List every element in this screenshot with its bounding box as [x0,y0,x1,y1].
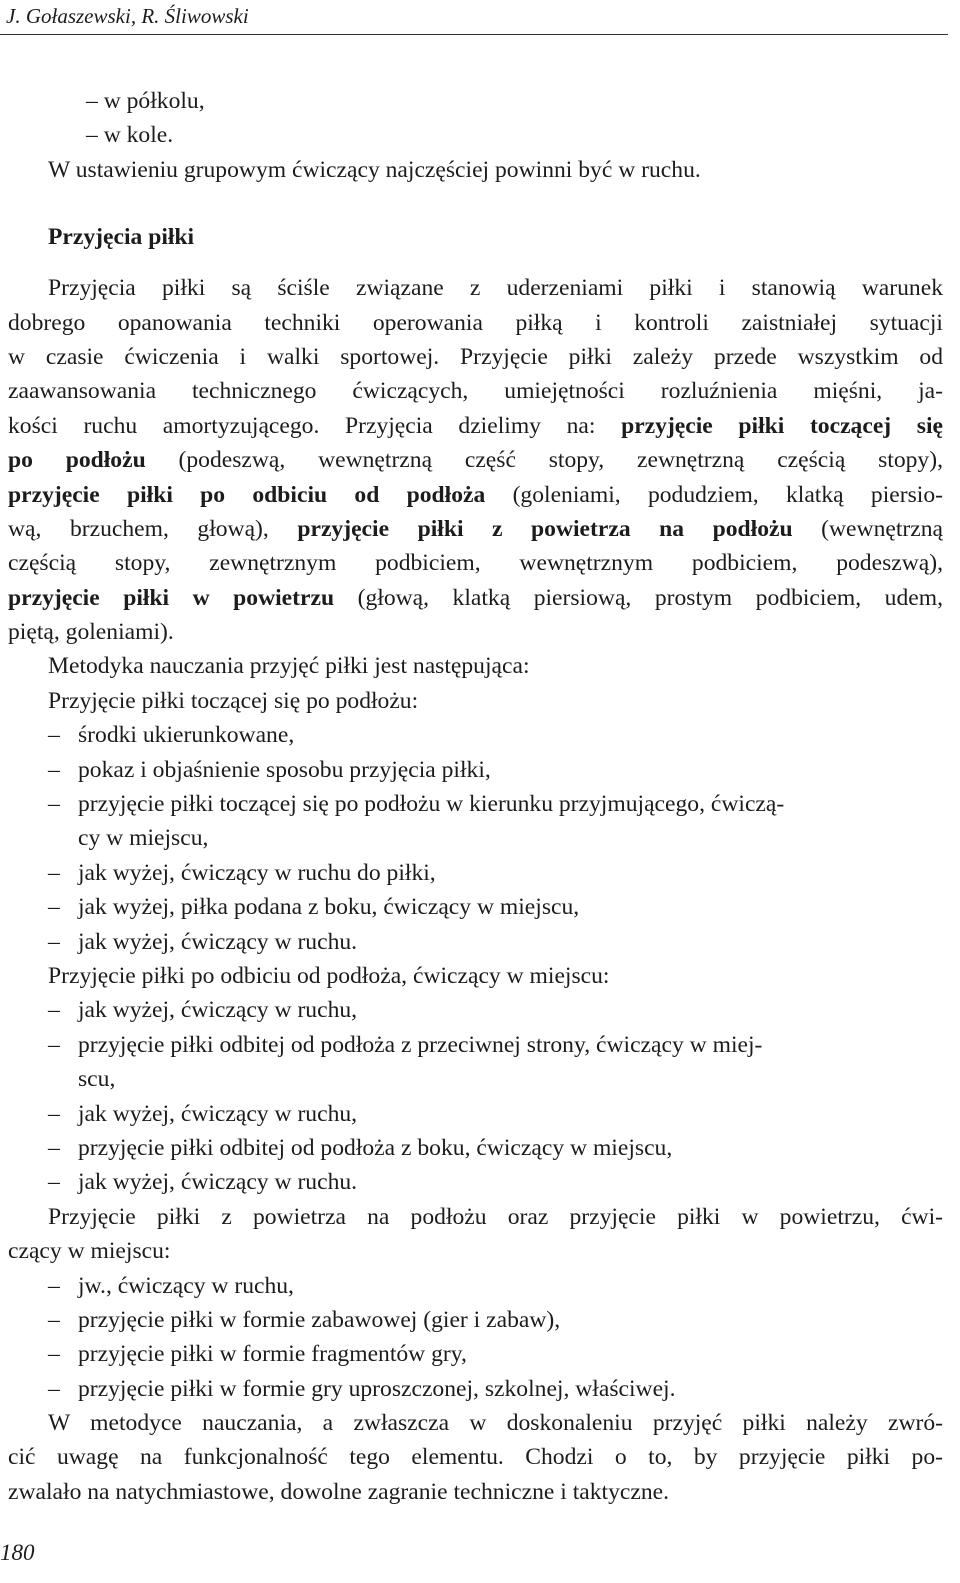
list-item [8,993,943,1027]
para1-text: (goleniami, podudziem, klatką piersio- [485,481,943,508]
para1-bold-term: przyjęcie piłki w powietrzu [8,584,335,611]
intro-sentence: W ustawieniu grupowym ćwiczący najczęściej powinni być w ruchu. [48,156,701,183]
dash-bullet: – [48,756,60,783]
page-body [8,84,943,1509]
para1-line [8,443,943,477]
list-item [8,787,943,821]
list-item-text: przyjęcie piłki odbitej od podłoża z boku, ćwiczący w miejscu, [78,1134,673,1161]
list-item-continuation: cy w miejscu, [78,825,209,852]
list-item [8,1269,943,1303]
methodology-intro: Metodyka nauczania przyjęć piłki jest następująca: [48,653,530,680]
list-item-continuation: scu, [78,1066,116,1093]
dash-bullet: – [48,1134,60,1161]
list-item-text: przyjęcie piłki w formie fragmentów gry, [78,1341,467,1368]
section-title: Przyjęcia piłki [48,224,195,251]
list-item [8,718,943,752]
dash-bullet: – [48,1100,60,1127]
para1-line: w czasie ćwiczenia i walki sportowej. Przyjęcie piłki zależy przede wszystkim od [8,343,943,370]
list-item [8,753,943,787]
para1-bold-term: przyjęcie piłki po odbiciu od podłoża [8,481,486,508]
para1-line [8,409,943,443]
list-item [8,1131,943,1165]
para1-text: (głową, klatką piersiową, prostym podbiciem, udem, [334,584,943,611]
group3-title: czący w miejscu: [8,1238,171,1265]
list-item [8,1028,943,1062]
list-item [8,1372,943,1406]
list-item-text: środki ukierunkowane, [78,722,295,749]
list-item-text: pokaz i objaśnienie sposobu przyjęcia piłki, [78,756,491,783]
list-item-text: przyjęcie piłki w formie zabawowej (gier i zabaw), [78,1306,561,1333]
header-rule [0,34,948,35]
para1-line: częścią stopy, zewnętrznym podbiciem, wewnętrznym podbiciem, podeszwą), [8,550,943,577]
para1-line [8,512,943,546]
group2-title: Przyjęcie piłki po odbiciu od podłoża, ćwiczący w miejscu: [48,962,610,989]
closing-line: cić uwagę na funkcjonalność tego elementu. Chodzi o to, by przyjęcie piłki po- [8,1444,943,1471]
intro-list-item: – w półkolu, [86,88,205,114]
list-item-text: przyjęcie piłki w formie gry uproszczonej, szkolnej, właściwej. [78,1375,676,1402]
page-number: 180 [0,1540,35,1565]
list-item-text: jak wyżej, ćwiczący w ruchu do piłki, [78,859,436,886]
list-item-text: jak wyżej, ćwiczący w ruchu, [78,997,358,1024]
dash-bullet: – [48,1031,60,1058]
para1-text: (podeszwą, wewnętrzną część stopy, zewnętrzną częścią stopy), [145,447,943,474]
list-item [8,890,943,924]
para1-line: zaawansowania technicznego ćwiczących, umiejętności rozluźnienia mięśni, ja- [8,378,943,405]
dash-bullet: – [48,1375,60,1402]
para1-line [8,581,943,615]
list-item-text: jw., ćwiczący w ruchu, [78,1272,294,1299]
list-item-text: przyjęcie piłki odbitej od podłoża z przeciwnej strony, ćwiczący w miej- [78,1031,763,1058]
intro-list-item: – w kole. [86,122,174,149]
dash-bullet: – [48,1341,60,1368]
list-item-text: przyjęcie piłki toczącej się po podłożu w kierunku przyjmującego, ćwiczą- [78,791,785,818]
para1-bold-term: przyjęcie piłki toczącej się [621,412,943,439]
dash-bullet: – [48,894,60,921]
dash-bullet: – [48,722,60,749]
list-item [8,856,943,890]
para1-text: wą, brzuchem, głową), [8,515,298,542]
dash-bullet: – [48,1306,60,1333]
list-item [8,1097,943,1131]
group1-title: Przyjęcie piłki toczącej się po podłożu: [48,687,419,714]
list-item [8,1337,943,1371]
para1-line: dobrego opanowania techniki operowania piłką i kontroli zaistniałej sytuacji [8,309,943,336]
dash-bullet: – [48,1169,60,1196]
list-item-text: jak wyżej, piłka podana z boku, ćwiczący w miejscu, [78,894,580,921]
dash-bullet: – [48,791,60,818]
list-item [8,1165,943,1199]
list-item [8,1303,943,1337]
list-item-text: jak wyżej, ćwiczący w ruchu, [78,1100,358,1127]
para1-line: piętą, goleniami). [8,619,174,646]
list-item-text: jak wyżej, ćwiczący w ruchu. [78,928,358,955]
para1-text: kości ruchu amortyzującego. Przyjęcia dzielimy na: [8,412,622,439]
list-item [8,925,943,959]
para1-line: Przyjęcia piłki są ściśle związane z uderzeniami piłki i stanowią warunek [48,275,943,302]
dash-bullet: – [48,997,60,1024]
group3-title: Przyjęcie piłki z powietrza na podłożu oraz przyjęcie piłki w powietrzu, ćwi- [48,1203,943,1230]
para1-bold-term: po podłożu [8,447,146,474]
dash-bullet: – [48,1272,60,1299]
running-header-authors: J. Gołaszewski, R. Śliwowski [6,4,249,28]
para1-bold-term: przyjęcie piłki z powietrza na podłożu [297,515,793,542]
dash-bullet: – [48,859,60,886]
list-item-text: jak wyżej, ćwiczący w ruchu. [78,1169,358,1196]
dash-bullet: – [48,928,60,955]
closing-line: W metodyce nauczania, a zwłaszcza w doskonaleniu przyjęć piłki należy zwró- [48,1410,943,1437]
para1-text: (wewnętrzną [792,515,943,542]
para1-line [8,478,943,512]
closing-line: zwalało na natychmiastowe, dowolne zagranie techniczne i taktyczne. [8,1478,669,1505]
